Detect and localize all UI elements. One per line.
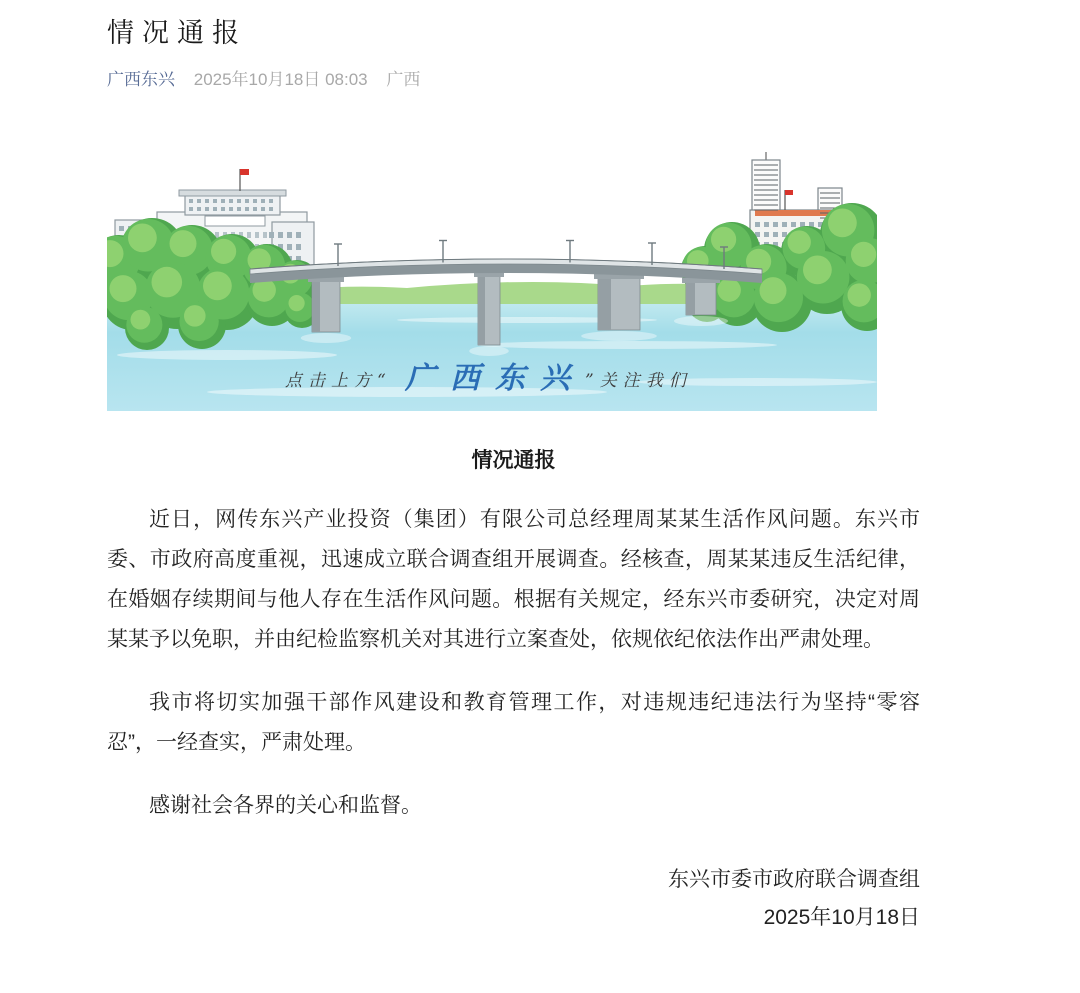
- window: [221, 207, 225, 211]
- paragraph-line: 感谢社会各界的关心和监督。: [149, 794, 422, 817]
- right-roof-band: [755, 210, 831, 216]
- pillar-shadow: [598, 274, 611, 330]
- tree-highlight: [128, 223, 157, 252]
- window: [229, 207, 233, 211]
- right-flag: [785, 190, 793, 195]
- window: [205, 207, 209, 211]
- window: [773, 232, 778, 237]
- window: [296, 244, 301, 250]
- window: [791, 222, 796, 227]
- window: [287, 244, 292, 250]
- window: [278, 232, 283, 238]
- window: [255, 232, 259, 238]
- window: [205, 199, 209, 203]
- window: [189, 199, 193, 203]
- paragraph-1: [107, 500, 920, 660]
- pillar-reflection: [301, 333, 351, 343]
- tree-highlight: [170, 230, 197, 257]
- content-heading: 情况通报: [471, 449, 556, 472]
- window: [197, 207, 201, 211]
- caption-account-name: 广西东兴: [405, 361, 585, 396]
- pillar-shadow: [478, 272, 485, 345]
- left-flag: [240, 169, 249, 175]
- paragraph-line: 我市将切实加强干部作风建设和教育管理工作，对违规违纪违法行为坚持“零容: [149, 691, 920, 714]
- window: [782, 222, 787, 227]
- tree-highlight: [203, 271, 232, 300]
- paragraph-line: 近日，网传东兴产业投资（集团）有限公司总经理周某某生活作风问题。东兴市: [149, 508, 920, 531]
- window: [119, 226, 124, 231]
- tree-highlight: [718, 278, 741, 301]
- paragraph-line: 在婚姻存续期间与他人存在生活作风问题。根据有关规定，经东兴市委研究，决定对周: [107, 588, 920, 611]
- pillar-reflection: [674, 316, 728, 326]
- window: [237, 199, 241, 203]
- window: [253, 207, 257, 211]
- window: [197, 199, 201, 203]
- window: [253, 199, 257, 203]
- water-streak: [477, 341, 777, 349]
- tree-highlight: [184, 305, 206, 327]
- window: [237, 207, 241, 211]
- window: [245, 199, 249, 203]
- tree-highlight: [803, 255, 832, 284]
- banner-illustration: [107, 150, 877, 411]
- publish-time: 2025年10月18日 08:03: [193, 70, 368, 89]
- tree-highlight: [289, 295, 305, 311]
- article-meta: [107, 68, 420, 92]
- window: [269, 207, 273, 211]
- pillar-shadow: [686, 278, 695, 315]
- building-sign: [205, 216, 265, 226]
- pillar-shadow: [312, 277, 320, 332]
- tree-highlight: [131, 310, 151, 330]
- window: [245, 207, 249, 211]
- paragraph-line: 忍”，一经查实，严肃处理。: [107, 731, 366, 754]
- paragraph-line: 某某予以免职，并由纪检监察机关对其进行立案查处，依规依纪依法作出严肃处理。: [107, 628, 884, 651]
- left-roof: [179, 190, 286, 196]
- paragraph-2: [107, 683, 920, 763]
- tree-highlight: [110, 275, 137, 302]
- banner-image[interactable]: [107, 150, 877, 411]
- paragraph-3: [107, 786, 920, 826]
- pillar-reflection: [469, 346, 509, 356]
- left-upper-block: [185, 195, 280, 215]
- window: [773, 222, 778, 227]
- tree-highlight: [211, 239, 236, 264]
- window: [189, 207, 193, 211]
- pillar-reflection: [581, 331, 657, 341]
- window: [261, 199, 265, 203]
- window: [755, 222, 760, 227]
- paragraph-line: 委、市政府高度重视，迅速成立联合调查组开展调查。经核查，周某某违反生活纪律，: [107, 548, 920, 571]
- window: [269, 232, 274, 238]
- window: [213, 199, 217, 203]
- window: [263, 232, 267, 238]
- publish-location: 广西: [386, 70, 421, 89]
- window: [764, 232, 769, 237]
- window: [213, 207, 217, 211]
- caption-suffix: ”关注我们: [585, 371, 692, 391]
- account-name-link[interactable]: 广西东兴: [107, 70, 175, 89]
- tree-highlight: [760, 277, 787, 304]
- caption-prefix: 点击上方“: [285, 371, 392, 391]
- tree-highlight: [828, 208, 857, 237]
- signature: [107, 861, 920, 937]
- window: [229, 199, 233, 203]
- tree-highlight: [848, 283, 871, 306]
- right-tall-tower: [752, 160, 780, 216]
- water-streak: [117, 350, 337, 360]
- article-body: [107, 500, 920, 937]
- window: [764, 222, 769, 227]
- signature-org: 东兴市委市政府联合调查组: [668, 868, 920, 891]
- window: [269, 199, 273, 203]
- window: [261, 207, 265, 211]
- signature-date: 2025年10月18日: [763, 906, 920, 929]
- window: [287, 232, 292, 238]
- tree-highlight: [152, 267, 183, 298]
- window: [296, 232, 301, 238]
- window: [221, 199, 225, 203]
- article-title: 情况通报: [107, 18, 247, 48]
- window: [247, 232, 251, 238]
- tree-highlight: [851, 242, 876, 267]
- tree-highlight: [788, 230, 811, 253]
